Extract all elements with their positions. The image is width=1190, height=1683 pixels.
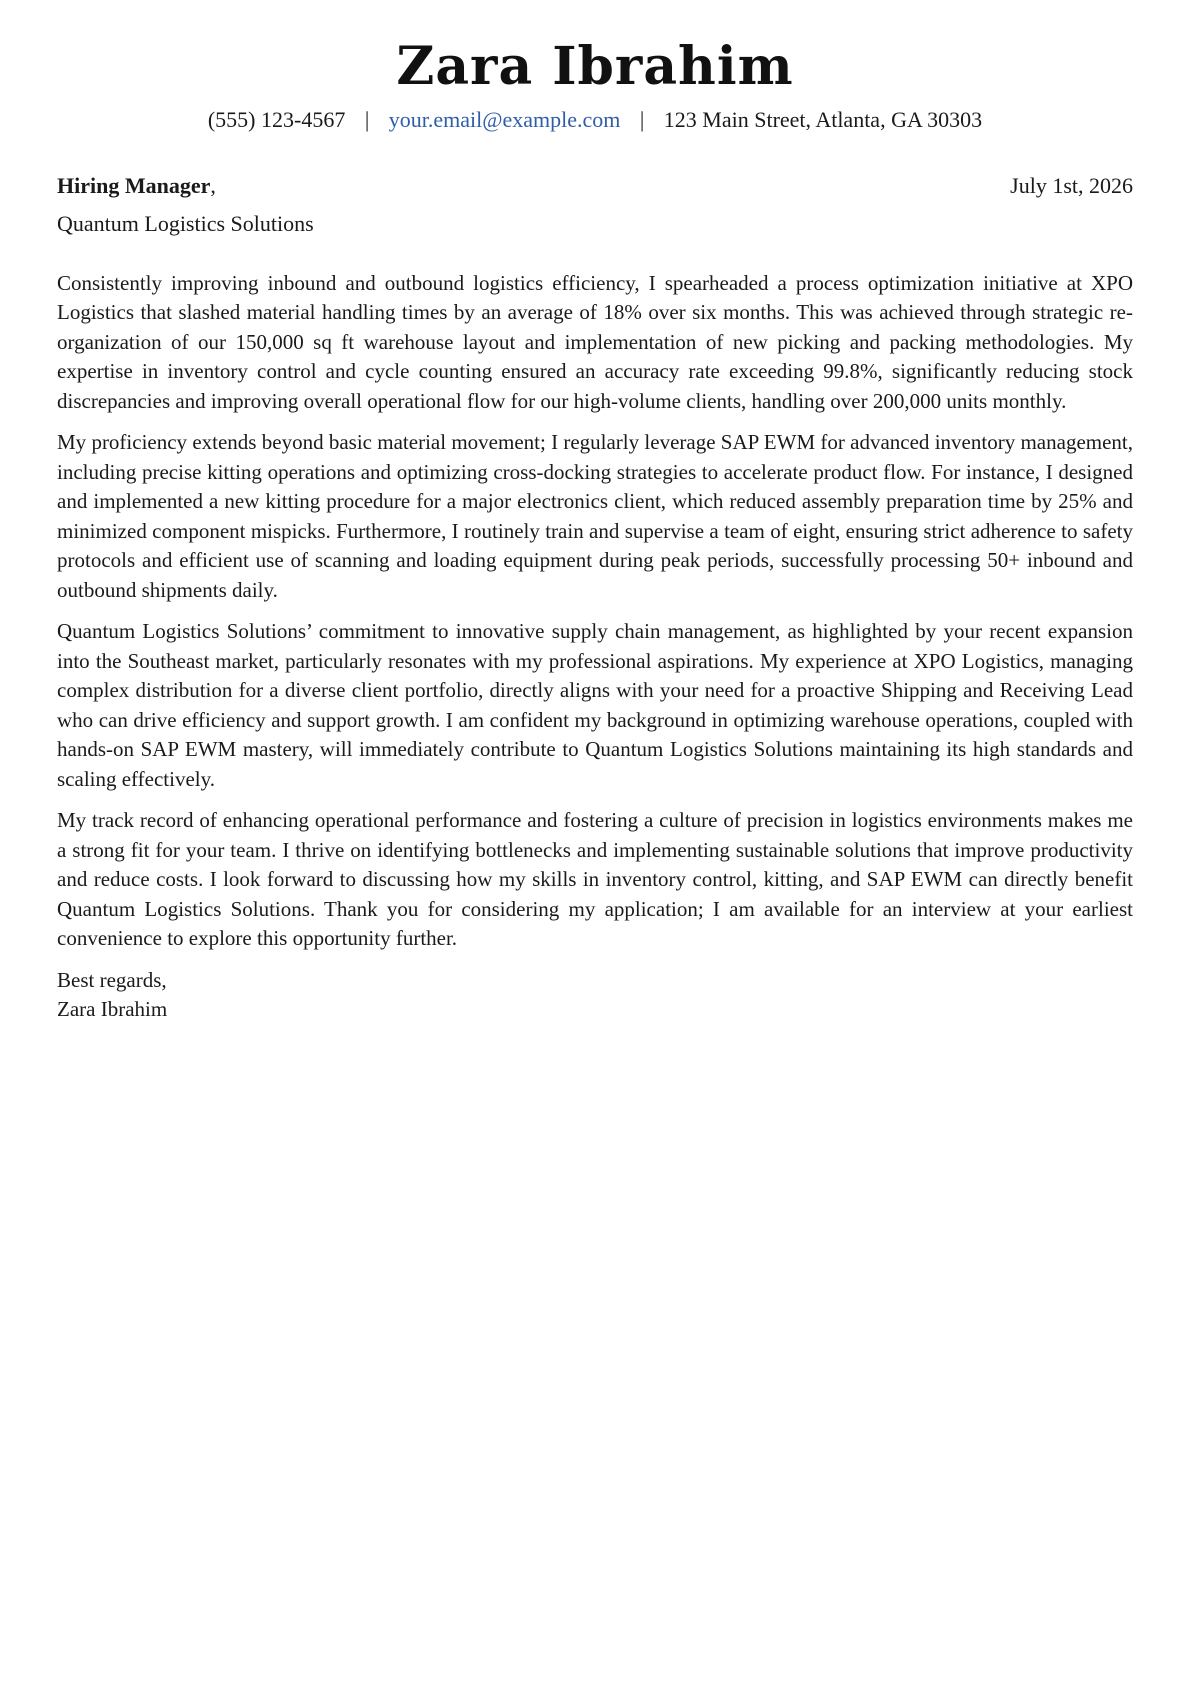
applicant-name: Zara Ibrahim (396, 36, 794, 97)
contact-separator: | (639, 106, 645, 132)
body-paragraph: Consistently improving inbound and outbound logistics efficiency, I spearheaded a process optimization initiative at XPO Logistics that slashed material handling times by an average of 18% over six months. This was achieved through strategic re-organization of our 150,000 sq ft warehouse layout and implementation of new picking and packing methodologies. My expertise in inventory control and cycle counting ensured an accuracy rate exceeding 99.8%, significantly reducing stock discrepancies and improving overall operational flow for our high-volume clients, handling over 200,000 units monthly. (57, 270, 1133, 413)
signature: Zara Ibrahim (57, 997, 168, 1022)
letter-body (57, 269, 1133, 954)
phone-number: (555) 123-4567 (207, 106, 346, 132)
email-link[interactable]: your.email@example.com (388, 106, 621, 132)
body-paragraph: Quantum Logistics Solutions’ commitment to innovative supply chain management, as highlighted by your recent expansion into the Southeast market, particularly resonates with my professional aspirations. My experience at XPO Logistics, managing complex distribution for a diverse client portfolio, directly aligns with your need for a proactive Shipping and Receiving Lead who can drive efficiency and support growth. I am confident my background in optimizing warehouse operations, coupled with hands-on SAP EWM mastery, will immediately contribute to Quantum Logistics Solutions maintaining its high standards and scaling effectively. (57, 619, 1133, 791)
recipient-comma: , (210, 172, 216, 198)
body-paragraph: My proficiency extends beyond basic material movement; I regularly leverage SAP EWM for advanced inventory management, including precise kitting operations and optimizing cross-docking strategies to accelerate product flow. For instance, I designed and implemented a new kitting procedure for a major electronics client, which reduced assembly preparation time by 25% and minimized component mispicks. Furthermore, I routinely train and supervise a team of eight, ensuring strict adherence to safety protocols and efficient use of scanning and loading equipment during peak periods, successfully processing 50+ inbound and outbound shipments daily. (57, 430, 1133, 602)
contact-line (57, 107, 1133, 133)
recipient (57, 173, 216, 199)
address: 123 Main Street, Atlanta, GA 30303 (663, 106, 983, 132)
letter-date: July 1st, 2026 (1010, 172, 1133, 198)
recipient-date-row (57, 173, 1133, 199)
closing-phrase: Best regards, (57, 967, 167, 992)
company-name: Quantum Logistics Solutions (57, 210, 314, 236)
body-paragraph: My track record of enhancing operational performance and fostering a culture of precision in logistics environments makes me a strong fit for your team. I thrive on identifying bottlenecks and implementing sustainable solutions that improve productivity and reduce costs. I look forward to discussing how my skills in inventory control, kitting, and SAP EWM can directly benefit Quantum Logistics Solutions. Thank you for considering my application; I am available for an interview at your earliest convenience to explore this opportunity further. (57, 808, 1133, 951)
contact-separator: | (364, 106, 370, 132)
closing-block (57, 966, 1133, 1025)
recipient-name: Hiring Manager (57, 172, 211, 198)
